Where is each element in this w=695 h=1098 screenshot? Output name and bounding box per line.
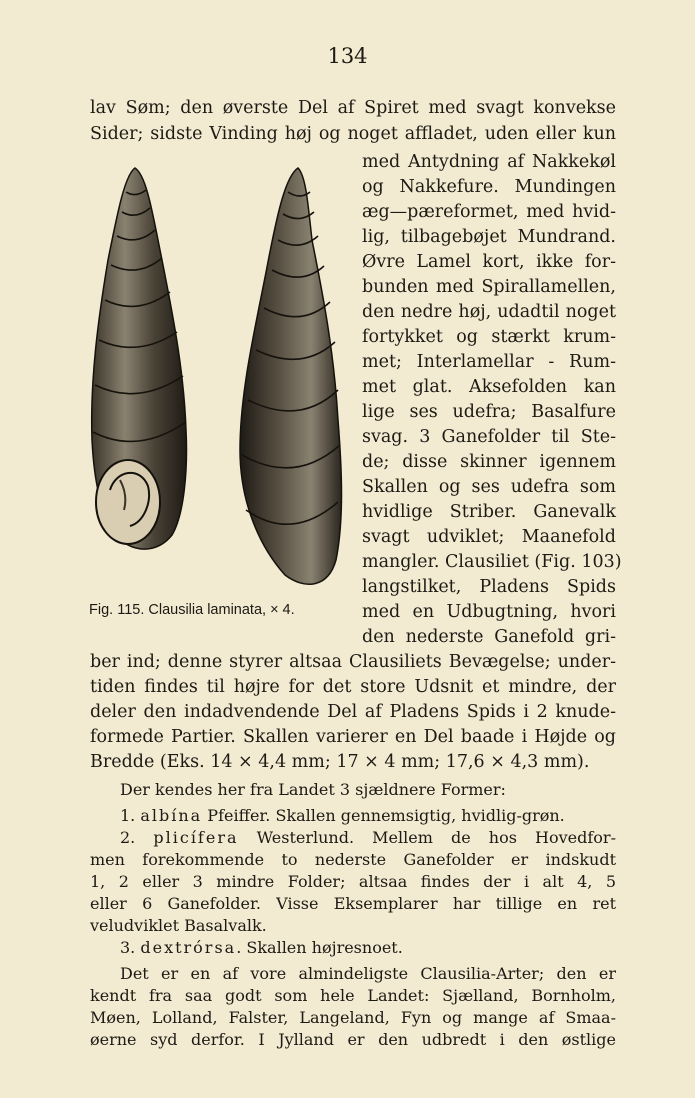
text-line: de; disse skinner igennem <box>362 452 616 472</box>
text-line: svag. 3 Ganefolder til Ste- <box>362 427 616 447</box>
form-text: . Skallen højresnoet. <box>236 938 403 957</box>
page-number: 134 <box>327 44 368 68</box>
form-name: albína <box>140 806 203 825</box>
shell-illustration <box>80 150 350 605</box>
form-number: 1. <box>120 806 136 825</box>
text-line: øerne syd derfor. I Jylland er den udbredt i den østlige <box>90 1030 616 1049</box>
text-line: bunden med Spirallamellen, <box>362 277 616 297</box>
text-line: og Nakkefure. Mundingen <box>362 177 616 197</box>
text-line: mangler. Clausiliet (Fig. 103) <box>362 552 622 572</box>
text-line: veludviklet Basalvalk. <box>90 916 267 935</box>
text-line: met glat. Aksefolden kan <box>362 377 616 397</box>
text-line: Bredde (Eks. 14 × 4,4 mm; 17 × 4 mm; 17,6 × 4,3 mm). <box>90 752 590 772</box>
text-line: den nedre høj, udadtil noget <box>362 302 616 322</box>
text-line: Øvre Lamel kort, ikke for- <box>362 252 616 272</box>
text-line: eller 6 Ganefolder. Visse Eksemplarer har tillige en ret <box>90 894 616 913</box>
text-line: Skallen og ses udefra som <box>362 477 616 497</box>
form-3 <box>90 936 616 960</box>
form-1 <box>90 804 616 828</box>
text-line: lige ses udefra; Basalfure <box>362 402 616 422</box>
shell-front-view <box>92 168 187 549</box>
text-line: kendt fra saa godt som hele Landet: Sjælland, Bornholm, <box>90 986 616 1005</box>
forms-intro: Der kendes her fra Landet 3 sjældnere Former: <box>120 780 506 799</box>
text-line: med Antydning af Nakkekøl <box>362 152 616 172</box>
text-line: tiden findes til højre for det store Udsnit et mindre, der <box>90 677 616 697</box>
text-line: den nederste Ganefold gri- <box>362 627 616 647</box>
form-text: Pfeiffer. Skallen gennemsigtig, hvidlig-grøn. <box>202 806 565 825</box>
text-line: lav Søm; den øverste Del af Spiret med svagt konvekse <box>90 98 616 118</box>
form-text: Westerlund. Mellem de hos Hovedfor- <box>238 828 616 847</box>
text-line: ber ind; denne styrer altsaa Clausiliets Bevægelse; under- <box>90 652 616 672</box>
text-line: 1, 2 eller 3 mindre Folder; altsaa findes der i alt 4, 5 <box>90 872 616 891</box>
text-line: met; Interlamellar - Rum- <box>362 352 616 372</box>
text-line: Det er en af vore almindeligste Clausilia-Arter; den er <box>120 964 616 983</box>
text-line: med en Udbugtning, hvori <box>362 602 616 622</box>
text-line: fortykket og stærkt krum- <box>362 327 616 347</box>
form-number: 3. <box>120 938 136 957</box>
text-line: men forekommende to nederste Ganefolder er indskudt <box>90 850 616 869</box>
text-line: Møen, Lolland, Falster, Langeland, Fyn og mange af Smaa- <box>90 1008 616 1027</box>
form-number: 2. <box>120 828 136 847</box>
text-line: deler den indadvendende Del af Pladens Spids i 2 knude- <box>90 702 616 722</box>
shell-back-view <box>240 168 342 584</box>
text-line: langstilket, Pladens Spids <box>362 577 616 597</box>
text-line: formede Partier. Skallen varierer en Del baade i Højde og <box>90 727 616 747</box>
form-name: plicífera <box>153 828 239 847</box>
text-line: hvidlige Striber. Ganevalk <box>362 502 616 522</box>
text-line: lig, tilbagebøjet Mundrand. <box>362 227 616 247</box>
text-line: svagt udviklet; Maanefold <box>362 527 616 547</box>
form-2 <box>90 826 616 850</box>
figure-caption: Fig. 115. Clausilia laminata, × 4. <box>89 602 295 618</box>
form-name: dextrórsa <box>140 938 237 957</box>
text-line: Sider; sidste Vinding høj og noget affladet, uden eller kun <box>90 124 616 144</box>
text-line: æg—pæreformet, med hvid- <box>362 202 616 222</box>
